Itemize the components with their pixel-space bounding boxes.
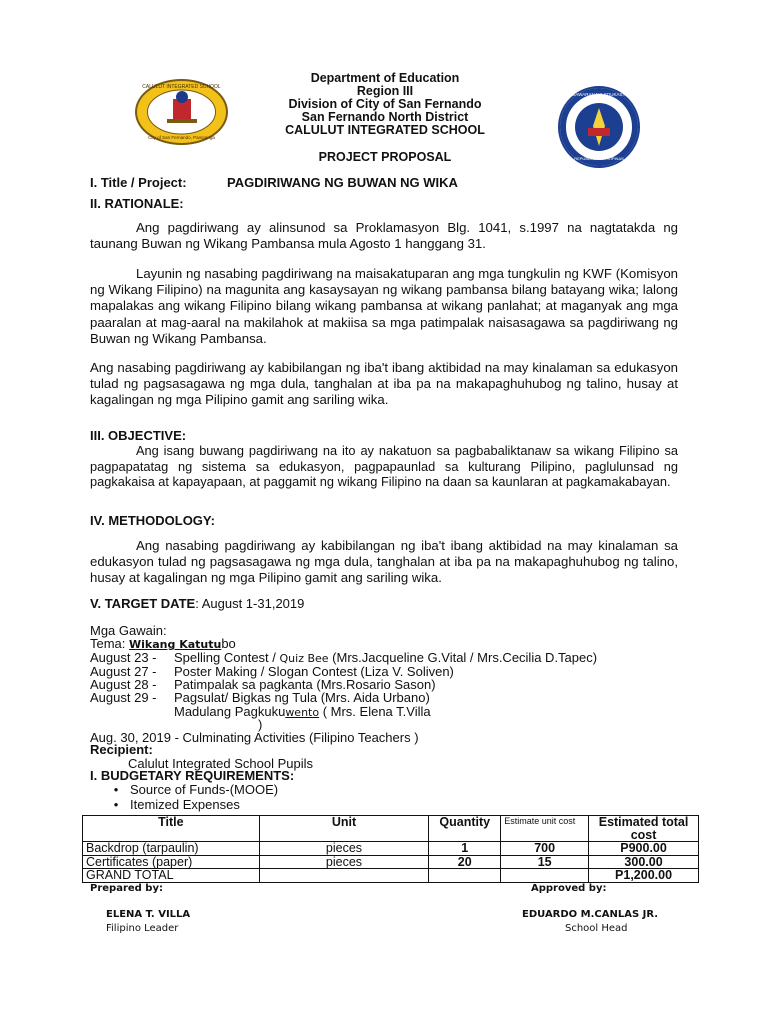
activities-intro: Mga Gawain: [90,623,167,638]
recipient-value: Calulut Integrated School Pupils [128,756,314,771]
cell-total-cost: 300.00 [589,855,699,869]
objective-heading: III. OBJECTIVE: [90,428,187,443]
cell-unit: pieces [259,842,429,856]
rationale-paragraph-1: Ang pagdiriwang ay alinsunod sa Proklamasyon Blg. 1041, s.1997 na nagtatakda ng taunang Buwan ng Wikang Pambansa mula Agosto 1 hanggang 31. [90,220,678,252]
target-date-value: : August 1-31,2019 [195,596,305,611]
letterhead-line-3: Division of City of San Fernando [288,97,482,111]
cell-unit [259,869,429,883]
approved-by-name: EDUARDO M.CANLAS JR. [522,909,659,920]
target-date [90,597,304,611]
activity-aug28: August 28 - [90,677,157,692]
bullet-itemized-expenses: • Itemized Expenses [102,797,278,812]
prepared-by-title: Filipino Leader [106,923,179,934]
activity-aug27-desc: Poster Making / Slogan Contest (Liza V. Soliven) [174,664,454,679]
bullet-source-of-funds: • Source of Funds-(MOOE) [102,782,278,797]
col-quantity: Quantity [429,816,501,842]
cell-unit-cost: 700 [501,842,589,856]
activity-aug29: August 29 - [90,690,157,705]
letterhead-line-1: Department of Education [310,71,460,85]
activity-aug23: August 23 - [90,650,157,665]
activity-aug29-desc-2: Madulang Pagkukuwento ( Mrs. Elena T.Villa [174,704,431,719]
table-row [83,869,699,883]
cell-unit-cost: 15 [501,855,589,869]
methodology-paragraph: Ang nasabing pagdiriwang ay kabibilangan ng iba't ibang aktibidad na may kinalaman sa edukasyon tulad ng pagsasagawa ng mga dula, tanghalan at iba pa na makapaghuhubog ng talino, husay at kagalingan ng mga Pilipino gamit ang sariling wika. [90,538,678,586]
col-unit: Unit [259,816,429,842]
cell-quantity: 20 [429,855,501,869]
col-estimate-unit-cost: Estimate unit cost [501,816,589,842]
prepared-by-name: ELENA T. VILLA [106,909,191,920]
col-title: Title [83,816,260,842]
school-seal-text: CALULUT INTEGRATED SCHOOL [142,84,221,90]
col-estimated-total-cost: Estimated total cost [589,816,699,842]
activity-aug23-desc: Spelling Contest / Quiz Bee (Mrs.Jacqueline G.Vital / Mrs.Cecilia D.Tapec) [174,650,598,665]
activity-aug27: August 27 - [90,664,157,679]
cell-title: Certificates (paper) [83,855,260,869]
theme-name: Wikang Katutu [129,638,222,651]
title-value: PAGDIRIWANG NG BUWAN NG WIKA [227,175,458,190]
school-seal-subtext: City of San Fernando, Pampanga [148,135,215,140]
approved-by-label: Approved by: [531,883,607,894]
activity-aug28-desc: Patimpalak sa pagkanta (Mrs.Rosario Sason) [174,677,436,692]
letterhead-line-5: CALULUT INTEGRATED SCHOOL [285,123,485,137]
cell-title: GRAND TOTAL [83,869,260,883]
activity-aug29-close: ) [258,717,263,732]
activity-aug30: Aug. 30, 2019 - Culminating Activities (Filipino Teachers ) [90,730,419,745]
cell-quantity [429,869,501,883]
recipient-heading: Recipient: [90,742,153,757]
methodology-heading: IV. METHODOLOGY: [90,513,215,528]
document-title: PROJECT PROPOSAL [318,150,452,164]
budget-heading: I. BUDGETARY REQUIREMENTS: [90,768,295,783]
table-row [83,855,699,869]
cell-unit: pieces [259,855,429,869]
rationale-heading: II. RATIONALE: [90,196,184,211]
activity-aug29-desc: Pagsulat/ Bigkas ng Tula (Mrs. Aida Urbano) [174,690,430,705]
title-label: I. Title / Project: [90,175,187,190]
cell-total-cost: P1,200.00 [589,869,699,883]
deped-seal-text: KAGAWARAN NG EDUKASYON [565,92,633,97]
letterhead [190,72,580,137]
rationale-paragraph-3: Ang nasabing pagdiriwang ay kabibilangan ng iba't ibang aktibidad na may kinalaman sa edukasyon tulad ng pagsasagawa ng mga dula, tanghalan at iba pa na makapaghuhubog ng talino, husay at kagalingan ng mga Pilipino gamit ang sariling wika. [90,360,678,408]
rationale-paragraph-2: Layunin ng nasabing pagdiriwang na maisakatuparan ang mga tungkulin ng KWF (Komisyon ng Wikang Filipino) na magunita ang kasaysayan ng wikang pambansa bilang batayang wika; lalong mapalakas ang wikang Filipino bilang wikang pambansa at wikang panlahat; at maganyak ang mga paaralan at mag-aaral na makilahok at makiisa sa mga patimpalak naisasagawa sa pagdiriwang ng Buwan ng Wikang Pambansa. [90,266,678,346]
table-row [83,842,699,856]
prepared-by-label: Prepared by: [90,883,163,894]
target-date-heading: V. TARGET DATE [90,596,196,611]
letterhead-line-4: San Fernando North District [301,110,469,124]
theme-line: Tema: Wikang Katutubo [90,636,236,651]
budget-table-header [83,816,699,842]
objective-paragraph: Ang isang buwang pagdiriwang na ito ay nakatuon sa pagbabaliktanaw sa wikang Filipino sa pagpapatatag ng sistema sa edukasyon, pagpapaunlad sa kulturang Pilipino, paglulunsad ng pagkakaisa at kapayapaan, at paggamit ng wikang Filipino na daan sa kaunlaran at pagkamakabayan. [90,443,678,489]
budget-table [82,815,699,883]
budget-bullets [102,782,278,812]
cell-total-cost: P900.00 [589,842,699,856]
cell-title: Backdrop (tarpaulin) [83,842,260,856]
cell-unit-cost [501,869,589,883]
deped-seal-subtext: REPUBLIKA NG PILIPINAS [574,156,624,161]
approved-by-title: School Head [565,923,628,934]
cell-quantity: 1 [429,842,501,856]
letterhead-line-2: Region III [356,84,414,98]
